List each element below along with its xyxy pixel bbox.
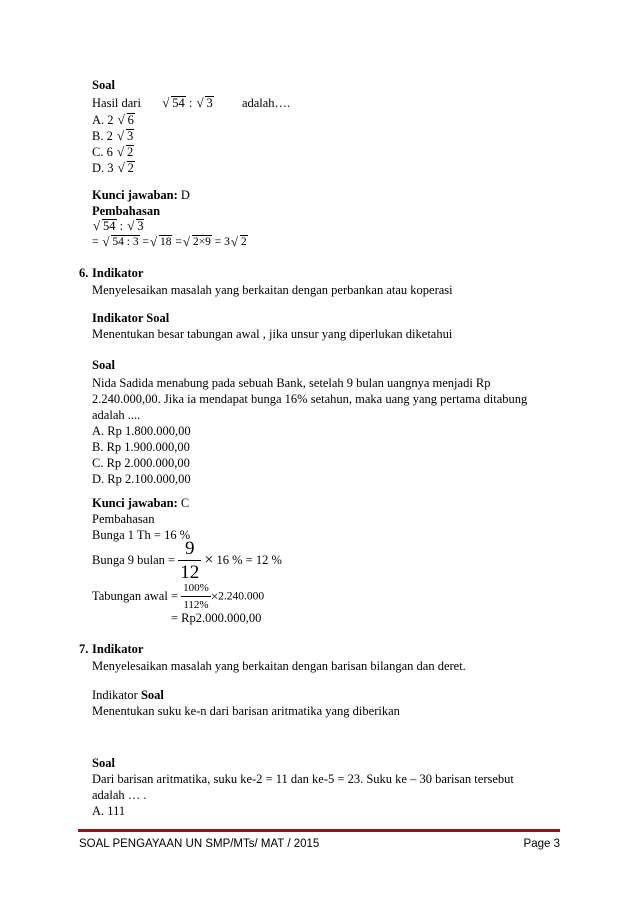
q6-kunci: Kunci jawaban: C <box>92 496 190 510</box>
q5-option-a: A. 2 √ 6 <box>92 113 135 128</box>
q7-indikator-soal-label: Indikator Soal <box>92 688 164 702</box>
q5-question-suffix: adalah…. <box>241 96 291 110</box>
q5-soal-label: Soal <box>92 78 115 92</box>
q6-indikator-text: Menyelesaikan masalah yang berkaitan dengan perbankan atau koperasi <box>92 283 453 297</box>
q5-option-b: B. 2 √ 3 <box>92 129 134 144</box>
q6-pembahasan-label: Pembahasan <box>92 512 155 526</box>
q5-question <box>92 96 290 111</box>
q6-tabungan-awal: Tabungan awal = $\frac{100\%}{112\%}$ ×2.240.000 <box>92 582 265 611</box>
q5-option-c: C. 6 √ 2 <box>92 145 134 160</box>
q7-indikator-label: Indikator <box>92 642 144 656</box>
footer-page-number: Page 3 <box>523 838 560 850</box>
q6-option-c: C. Rp 2.000.000,00 <box>92 456 190 470</box>
q6-option-a: A. Rp 1.800.000,00 <box>92 424 191 438</box>
q6-indikator-label: Indikator <box>92 266 144 280</box>
q7-number: 7. <box>79 642 89 656</box>
q6-indikator-soal-label: Indikator Soal <box>92 311 170 325</box>
footer-divider <box>78 829 560 832</box>
q6-soal-line-1: Nida Sadida menabung pada sebuah Bank, setelah 9 bulan uangnya menjadi Rp <box>92 376 491 390</box>
q5-pembahasan-label: Pembahasan <box>92 204 161 218</box>
q5-step2: = √ 54 : 3 =√ 18 =√ 2×9 = 3√ 2 <box>92 235 248 250</box>
q6-number: 6. <box>79 266 89 280</box>
q6-soal-line-2: 2.240.000,00. Jika ia mendapat bunga 16% setahun, maka uang yang pertama ditabung <box>92 392 528 406</box>
q6-option-b: B. Rp 1.900.000,00 <box>92 440 190 454</box>
q5-step1: √ 54 : √ 3 <box>92 219 144 234</box>
q6-tabungan-result: = Rp2.000.000,00 <box>171 611 262 625</box>
q6-indikator-soal-text: Menentukan besar tabungan awal , jika unsur yang diperlukan diketahui <box>92 327 453 341</box>
q5-option-d: D. 3 √ 2 <box>92 161 135 176</box>
q6-option-d: D. Rp 2.100.000,00 <box>92 472 191 486</box>
q6-soal-label: Soal <box>92 358 115 372</box>
q7-soal-label: Soal <box>92 756 115 770</box>
q6-soal-line-3: adalah .... <box>92 408 141 422</box>
footer-title: SOAL PENGAYAAN UN SMP/MTs/ MAT / 2015 <box>79 838 320 850</box>
q5-sqrt54: √ 54 <box>162 96 186 111</box>
q5-colon: : <box>185 96 196 110</box>
q6-bunga-9bulan: Bunga 9 bulan = $\frac{9}{12}$ × 16 % = 12 % <box>92 538 282 583</box>
q6-fraction-9-12: $\frac{9}{12}$ <box>180 538 200 583</box>
q7-soal-line-1: Dari barisan aritmatika, suku ke-2 = 11 dan ke-5 = 23. Suku ke – 30 barisan tersebut <box>92 772 514 786</box>
q5-question-prefix: Hasil dari <box>92 96 141 110</box>
q5-sqrt3: √ 3 <box>196 96 213 111</box>
q7-option-a: A. 111 <box>92 804 126 818</box>
q7-soal-line-2: adalah … . <box>92 788 147 802</box>
q6-bunga-1th: Bunga 1 Th = 16 % <box>92 528 191 542</box>
q7-indikator-soal-text: Menentukan suku ke-n dari barisan aritmatika yang diberikan <box>92 704 400 718</box>
q7-indikator-text: Menyelesaikan masalah yang berkaitan dengan barisan bilangan dan deret. <box>92 659 466 673</box>
q5-kunci: Kunci jawaban: D <box>92 188 190 202</box>
q6-fraction-100-112: $\frac{100\%}{112\%}$ <box>183 582 209 611</box>
